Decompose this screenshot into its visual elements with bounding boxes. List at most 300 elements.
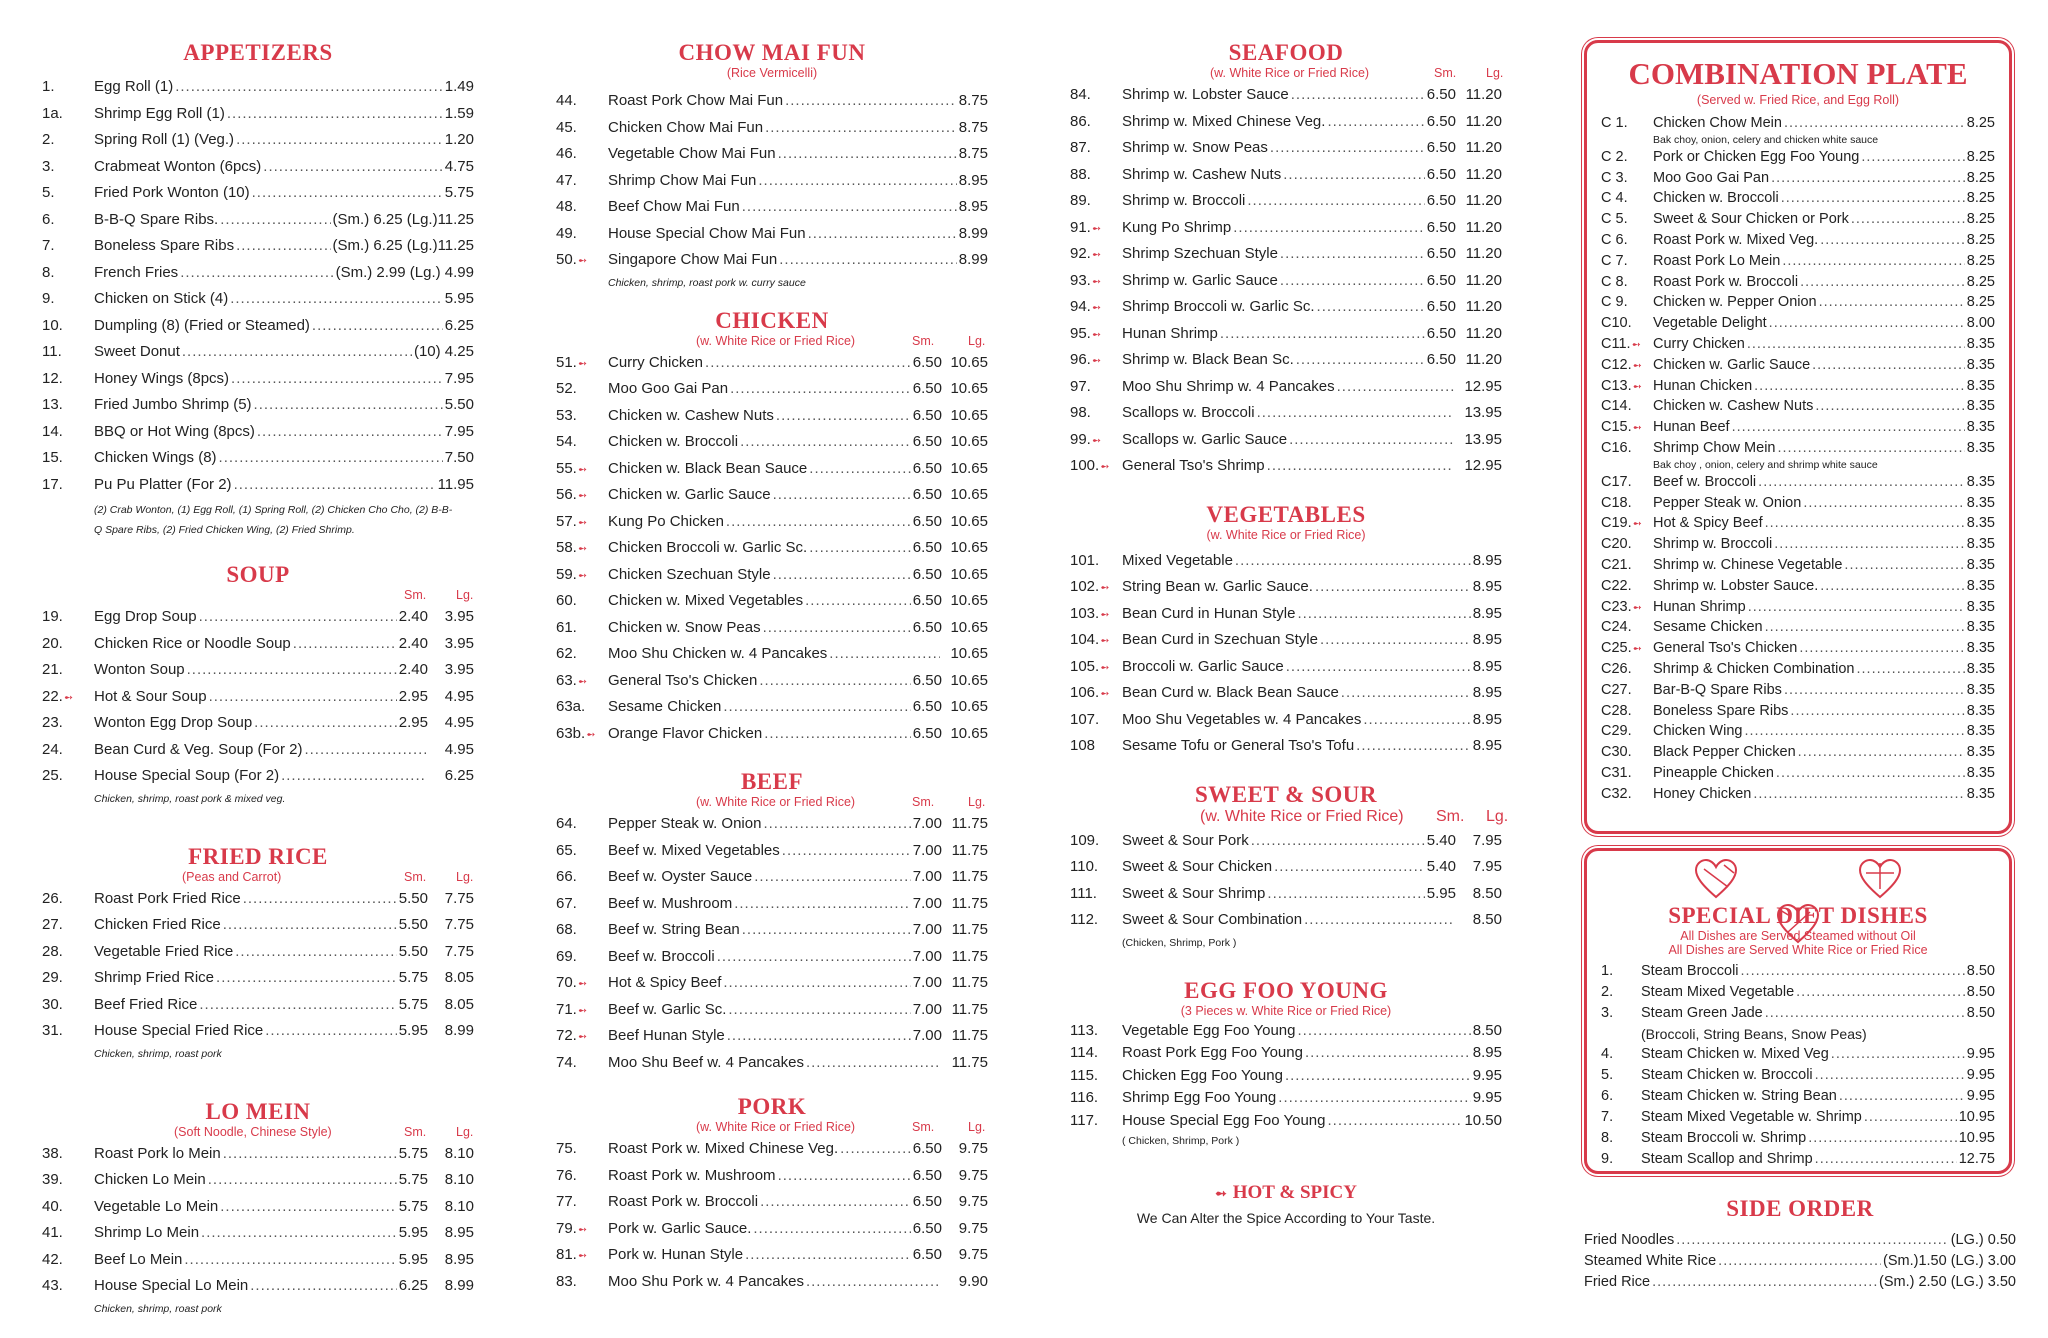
pepper-icon: ➻ bbox=[1632, 422, 1642, 435]
menu-item bbox=[556, 456, 988, 483]
price-large: 12.95 bbox=[1464, 457, 1502, 474]
item-number: 27. bbox=[42, 916, 63, 933]
dot-leader bbox=[208, 1167, 397, 1194]
item-name: Beef w. String Bean bbox=[608, 921, 740, 938]
menu-item bbox=[1070, 654, 1502, 681]
item-name: Moo Shu Chicken w. 4 Pancakes bbox=[608, 645, 828, 662]
item-number-wrap bbox=[556, 562, 608, 590]
price-small: 6.50 bbox=[912, 724, 942, 742]
price-large: 8.50 bbox=[1472, 911, 1502, 928]
vegetables-title: VEGETABLES bbox=[1206, 501, 1366, 527]
pepper-icon: ➻ bbox=[1091, 275, 1102, 288]
item-number: 81. bbox=[556, 1246, 577, 1263]
item-name: Boneless Spare Ribs bbox=[1653, 702, 1789, 719]
price-large: 9.75 bbox=[958, 1166, 988, 1184]
item-number: 109. bbox=[1070, 831, 1100, 849]
soup-title: SOUP bbox=[226, 562, 290, 587]
item-number: 75. bbox=[556, 1140, 577, 1157]
chow-mai-fun-note: Chicken, shrimp, roast pork w. curry sauce bbox=[608, 276, 806, 289]
menu-item bbox=[1070, 1020, 1502, 1043]
diet-item bbox=[1601, 1003, 1995, 1024]
item-number: 48. bbox=[556, 198, 577, 215]
item-name: Chicken on Stick (4) bbox=[94, 290, 229, 307]
item-number-wrap bbox=[556, 970, 608, 998]
column-1 bbox=[42, 40, 474, 1338]
item-number-wrap bbox=[556, 350, 608, 378]
item-number: C21. bbox=[1601, 556, 1632, 573]
price-small: 5.95 bbox=[398, 1250, 428, 1268]
item-price: 8.25 bbox=[1966, 190, 1995, 207]
menu-item bbox=[556, 1216, 988, 1243]
menu-item bbox=[42, 366, 474, 393]
heart-icon bbox=[1694, 859, 1738, 899]
item-note: (Broccoli, String Beans, Snow Peas) bbox=[1641, 1026, 1867, 1042]
dot-leader bbox=[1796, 982, 1965, 1003]
item-number: 62. bbox=[556, 645, 577, 662]
combo-item bbox=[1601, 472, 1995, 493]
price-large: 10.65 bbox=[950, 671, 988, 689]
item-price: 5.75 bbox=[444, 184, 474, 201]
pepper-icon: ➻ bbox=[1091, 355, 1102, 367]
dot-leader bbox=[1851, 209, 1965, 230]
item-number-wrap bbox=[1601, 355, 1653, 377]
special-diet-sub2: All Dishes are Served White Rice or Fried Rice bbox=[1668, 943, 1928, 957]
combo-item bbox=[1601, 272, 1995, 293]
dot-leader bbox=[734, 891, 911, 918]
item-name: Hot & Spicy Beef bbox=[608, 974, 722, 991]
special-diet-sub1: All Dishes are Served Steamed without Oil bbox=[1680, 929, 1916, 943]
item-name: Vegetable Fried Rice bbox=[94, 942, 234, 960]
sweet-sour-lg-header: Lg. bbox=[1486, 807, 1509, 825]
lo-mein-note: Chicken, shrimp, roast pork bbox=[94, 1302, 222, 1315]
menu-item bbox=[42, 992, 474, 1019]
dot-leader bbox=[1820, 576, 1965, 597]
price-large: 11.75 bbox=[951, 974, 988, 991]
combo-item bbox=[1601, 638, 1995, 659]
pepper-icon: ➻ bbox=[1632, 601, 1642, 614]
pepper-icon: ➻ bbox=[577, 357, 588, 370]
item-number-wrap bbox=[1070, 574, 1122, 602]
egg-foo-young-note: ( Chicken, Shrimp, Pork ) bbox=[1122, 1135, 1240, 1147]
item-number-wrap bbox=[1070, 427, 1122, 455]
item-number-wrap bbox=[556, 456, 608, 484]
item-number: C27. bbox=[1601, 681, 1632, 698]
item-name: Egg Drop Soup bbox=[94, 608, 197, 625]
item-number-wrap bbox=[1070, 601, 1122, 629]
item-name: Beef w. Oyster Sauce bbox=[608, 868, 753, 885]
dot-leader bbox=[1798, 742, 1965, 763]
menu-item bbox=[1070, 1087, 1502, 1110]
dot-leader bbox=[785, 88, 957, 115]
dot-leader bbox=[1320, 627, 1471, 654]
special-diet-box bbox=[1584, 848, 2012, 1174]
item-price: 8.35 bbox=[1966, 439, 1995, 456]
menu-item bbox=[556, 482, 988, 509]
combo-item bbox=[1601, 113, 1995, 134]
item-number: 29. bbox=[42, 969, 63, 986]
item-name: Sweet Donut bbox=[94, 343, 180, 360]
menu-item bbox=[556, 141, 988, 168]
item-name: Chicken w. Broccoli bbox=[608, 433, 739, 450]
dot-leader bbox=[740, 429, 911, 456]
item-name: Shrimp Chow Mein bbox=[1653, 439, 1776, 456]
dot-leader bbox=[1781, 188, 1965, 209]
pepper-icon: ➻ bbox=[577, 675, 588, 688]
menu-item bbox=[42, 1018, 474, 1045]
item-number: 92. bbox=[1070, 245, 1091, 262]
menu-item bbox=[556, 864, 988, 891]
item-number: 69. bbox=[556, 947, 577, 965]
item-number: 106. bbox=[1070, 684, 1100, 701]
price-small: 6.50 bbox=[912, 406, 942, 424]
dot-leader bbox=[1808, 1128, 1957, 1149]
item-number: C 5. bbox=[1601, 211, 1628, 228]
item-price: 6.25 bbox=[444, 316, 474, 334]
pepper-icon: ➻ bbox=[1632, 359, 1642, 372]
dot-leader bbox=[745, 1242, 911, 1269]
dot-leader bbox=[312, 313, 443, 340]
item-number: 59. bbox=[556, 565, 577, 583]
item-name: Hunan Beef bbox=[1653, 419, 1730, 436]
item-price: 8.35 bbox=[1966, 577, 1995, 594]
dot-leader bbox=[1317, 294, 1425, 321]
item-number: 44. bbox=[556, 92, 577, 109]
menu-item bbox=[1070, 601, 1502, 628]
item-price: (Sm.) 6.25 (Lg.)11.25 bbox=[332, 210, 474, 228]
dot-leader bbox=[182, 339, 412, 366]
item-number-wrap bbox=[1601, 334, 1653, 356]
pepper-icon: ➻ bbox=[1091, 434, 1102, 447]
price-small: 6.50 bbox=[1426, 112, 1456, 130]
price-large: 3.95 bbox=[444, 608, 474, 625]
dot-leader bbox=[1298, 1020, 1471, 1043]
menu-item bbox=[556, 194, 988, 221]
item-number: C 7. bbox=[1601, 252, 1628, 269]
combination-subtitle: (Served w. Fried Rice, and Egg Roll) bbox=[1696, 93, 1900, 107]
item-name: House Special Chow Mai Fun bbox=[608, 224, 806, 242]
dot-leader bbox=[254, 392, 443, 419]
egg-foo-young-subtitle: (3 Pieces w. White Rice or Fried Rice) bbox=[1180, 1003, 1392, 1018]
item-price: 8.35 bbox=[1966, 598, 1995, 615]
menu-item bbox=[1070, 109, 1502, 136]
item-number: 110. bbox=[1070, 858, 1099, 875]
menu-item bbox=[1070, 268, 1502, 295]
dot-leader bbox=[726, 509, 911, 536]
pepper-icon: ➻ bbox=[577, 1223, 588, 1236]
combo-item bbox=[1601, 313, 1995, 334]
item-number: C 4. bbox=[1601, 190, 1628, 207]
price-large: 11.20 bbox=[1465, 245, 1502, 262]
column-3 bbox=[1070, 40, 1509, 1248]
price-small: 5.50 bbox=[398, 889, 428, 907]
item-name: Kung Po Chicken bbox=[608, 512, 724, 530]
menu-item bbox=[556, 997, 988, 1024]
price-large: 12.95 bbox=[1464, 377, 1502, 395]
menu-item bbox=[1070, 135, 1502, 162]
price-small: 6.50 bbox=[1426, 218, 1456, 236]
item-name: Chicken w. Mixed Vegetables bbox=[608, 592, 804, 609]
item-number: C26. bbox=[1601, 660, 1632, 677]
price-large: 10.65 bbox=[950, 592, 988, 609]
combo-item bbox=[1601, 251, 1995, 272]
menu-item bbox=[42, 965, 474, 992]
item-name: Roast Pork Fried Rice bbox=[94, 889, 241, 907]
item-name: Scallops w. Broccoli bbox=[1122, 404, 1255, 421]
combination-plate-box bbox=[1584, 40, 2012, 834]
dot-leader bbox=[1778, 438, 1965, 459]
item-name: B-B-Q Spare Ribs. bbox=[94, 210, 219, 228]
item-name: Chicken Broccoli w. Garlic Sc. bbox=[608, 539, 808, 556]
dot-leader bbox=[216, 965, 397, 992]
lo-mein-subtitle: (Soft Noodle, Chinese Style) bbox=[174, 1124, 332, 1139]
lo-mein-lg-header: Lg. bbox=[456, 1124, 474, 1139]
item-name: Steam Broccoli bbox=[1641, 963, 1739, 979]
price-large: 8.99 bbox=[444, 1277, 474, 1294]
combo-item bbox=[1601, 355, 1995, 376]
price-small: 6.50 bbox=[1426, 139, 1456, 156]
dot-leader bbox=[1765, 617, 1965, 638]
item-name: Chicken w. Snow Peas bbox=[608, 618, 761, 636]
item-name: Sesame Chicken bbox=[608, 698, 722, 715]
item-price: 8.95 bbox=[1472, 578, 1502, 595]
dot-leader bbox=[1305, 1042, 1471, 1065]
price-large: 11.75 bbox=[951, 1000, 988, 1018]
dot-leader bbox=[809, 456, 911, 483]
dot-leader bbox=[187, 657, 397, 684]
section-chicken bbox=[556, 308, 988, 748]
dot-leader bbox=[1233, 215, 1425, 242]
item-number: 72. bbox=[556, 1027, 577, 1044]
dot-leader bbox=[1327, 109, 1424, 136]
item-name: Beef Chow Mai Fun bbox=[608, 198, 740, 215]
price-large: 11.20 bbox=[1465, 298, 1502, 315]
combo-item bbox=[1601, 763, 1995, 784]
combo-item bbox=[1601, 534, 1995, 555]
dot-leader bbox=[1341, 680, 1471, 707]
item-name: Pu Pu Platter (For 2) bbox=[94, 475, 232, 493]
item-number: 63a. bbox=[556, 698, 586, 715]
item-name: Steam Mixed Vegetable w. Shrimp bbox=[1641, 1109, 1862, 1125]
item-price: (Sm.) 6.25 (Lg.)11.25 bbox=[332, 237, 474, 254]
item-price: 9.95 bbox=[1966, 1088, 1995, 1104]
sweet-sour-note: (Chicken, Shrimp, Pork ) bbox=[1122, 936, 1237, 949]
item-number: C16. bbox=[1601, 439, 1632, 456]
item-price: 8.35 bbox=[1966, 377, 1995, 394]
item-name: Pork or Chicken Egg Foo Young bbox=[1653, 148, 1860, 165]
combo-item bbox=[1601, 659, 1995, 680]
price-large: 11.75 bbox=[951, 894, 988, 912]
price-small: 6.50 bbox=[1426, 165, 1456, 183]
price-large: 8.10 bbox=[444, 1171, 474, 1188]
price-large: 11.20 bbox=[1465, 218, 1502, 236]
pepper-icon: ➻ bbox=[1632, 380, 1642, 393]
item-number-wrap bbox=[556, 509, 608, 537]
item-name: Curry Chicken bbox=[1653, 335, 1745, 352]
menu-item bbox=[556, 562, 988, 589]
price-large: 10.65 bbox=[950, 565, 988, 583]
item-number-wrap bbox=[1070, 347, 1122, 375]
item-name: Sesame Chicken bbox=[1653, 619, 1763, 636]
price-large: 11.20 bbox=[1465, 271, 1502, 289]
dot-leader bbox=[223, 1141, 397, 1168]
menu-item bbox=[556, 1023, 988, 1050]
item-name: Shrimp Lo Mein bbox=[94, 1224, 200, 1241]
item-name: Pork w. Garlic Sauce. bbox=[608, 1219, 752, 1237]
item-name: Shrimp Egg Roll (1) bbox=[94, 104, 225, 122]
item-price: (Sm.) 2.50 (LG.) 3.50 bbox=[1879, 1274, 2016, 1290]
item-number: 97. bbox=[1070, 377, 1091, 395]
dot-leader bbox=[1815, 1065, 1965, 1086]
item-price: 8.25 bbox=[1966, 115, 1995, 131]
dot-leader bbox=[1754, 376, 1965, 397]
menu-item bbox=[556, 641, 988, 668]
item-note: Bak choy, onion, celery and chicken white sauce bbox=[1653, 133, 1879, 146]
item-number: 111. bbox=[1070, 884, 1097, 902]
price-small: 6.50 bbox=[912, 486, 942, 503]
dot-leader bbox=[773, 562, 911, 589]
menu-item bbox=[1070, 854, 1502, 881]
item-price: 8.25 bbox=[1966, 252, 1995, 269]
chicken-subtitle: (w. White Rice or Fried Rice) bbox=[696, 333, 856, 348]
dot-leader bbox=[730, 376, 911, 403]
menu-item bbox=[42, 180, 474, 207]
item-price: 8.35 bbox=[1966, 419, 1995, 436]
item-name: Hunan Shrimp bbox=[1122, 324, 1218, 342]
price-small: 6.50 bbox=[912, 592, 942, 609]
section-pork bbox=[556, 1094, 988, 1295]
item-number: C14. bbox=[1601, 398, 1632, 415]
combo-item bbox=[1601, 555, 1995, 576]
item-name: Moo Shu Shrimp w. 4 Pancakes bbox=[1122, 377, 1335, 395]
item-number: 67. bbox=[556, 894, 577, 912]
price-large: 8.05 bbox=[444, 995, 474, 1013]
dot-leader bbox=[809, 535, 911, 562]
price-small: 5.75 bbox=[398, 1197, 428, 1215]
menu-item bbox=[1070, 733, 1502, 760]
item-name: Beef w. Broccoli bbox=[1653, 473, 1757, 490]
item-name: Steam Chicken w. String Bean bbox=[1641, 1088, 1837, 1104]
price-small: 6.50 bbox=[1426, 245, 1456, 262]
egg-foo-young-title: EGG FOO YOUNG bbox=[1184, 977, 1388, 1003]
price-small: 6.25 bbox=[398, 1277, 428, 1294]
item-number: 70. bbox=[556, 974, 577, 991]
combo-item bbox=[1601, 334, 1995, 355]
item-price: 7.95 bbox=[444, 369, 474, 387]
diet-item bbox=[1601, 1149, 1995, 1170]
dot-leader bbox=[1803, 493, 1964, 514]
dot-leader bbox=[1220, 321, 1425, 348]
menu-item bbox=[556, 694, 988, 721]
price-small: 6.50 bbox=[912, 353, 942, 371]
menu-item bbox=[42, 74, 474, 101]
menu-item bbox=[1070, 627, 1502, 654]
item-name: Beef w. Garlic Sc. bbox=[608, 1000, 727, 1018]
pepper-icon: ➻ bbox=[1632, 643, 1642, 656]
item-price: 8.99 bbox=[958, 224, 988, 242]
section-seafood bbox=[1070, 40, 1502, 480]
item-name: Roast Pork w. Mixed Chinese Veg. bbox=[608, 1140, 839, 1157]
menu-item bbox=[42, 154, 474, 181]
item-price: 8.35 bbox=[1966, 619, 1995, 636]
item-price: 8.25 bbox=[1966, 273, 1995, 290]
menu-item bbox=[42, 207, 474, 234]
dot-leader bbox=[1289, 427, 1454, 454]
menu-item bbox=[556, 1242, 988, 1269]
item-name: Orange Flavor Chicken bbox=[608, 724, 763, 742]
menu-item bbox=[556, 115, 988, 142]
item-price: 8.95 bbox=[1472, 737, 1502, 754]
dot-leader bbox=[231, 366, 443, 393]
item-name: Black Pepper Chicken bbox=[1653, 744, 1796, 761]
item-number: C20. bbox=[1601, 536, 1632, 553]
dot-leader bbox=[1315, 574, 1471, 601]
dot-leader bbox=[234, 472, 436, 499]
item-name: Roast Pork lo Mein bbox=[94, 1144, 221, 1162]
item-number-wrap bbox=[556, 535, 608, 563]
dot-leader bbox=[223, 912, 397, 939]
pepper-icon: ➻ bbox=[577, 490, 588, 502]
item-number-wrap bbox=[1070, 215, 1122, 243]
item-number: C 8. bbox=[1601, 273, 1628, 290]
item-name: Steam Green Jade bbox=[1641, 1005, 1763, 1021]
dot-leader bbox=[293, 631, 397, 658]
dot-leader bbox=[742, 917, 911, 944]
dot-leader bbox=[1285, 1065, 1471, 1088]
pepper-icon: ➻ bbox=[586, 728, 596, 741]
price-small: 5.95 bbox=[398, 1022, 428, 1039]
item-number-wrap bbox=[556, 1242, 608, 1270]
item-number-wrap bbox=[556, 247, 608, 275]
menu-item bbox=[1070, 1042, 1502, 1065]
item-price: 8.00 bbox=[1966, 315, 1995, 332]
menu-item bbox=[556, 917, 988, 944]
menu-item bbox=[1070, 188, 1502, 215]
price-small: 6.50 bbox=[912, 433, 942, 450]
item-price: 8.75 bbox=[958, 92, 988, 109]
dot-leader bbox=[230, 286, 443, 313]
menu-item bbox=[1070, 453, 1502, 480]
item-name: Broccoli w. Garlic Sauce bbox=[1122, 657, 1284, 675]
menu-item bbox=[42, 472, 474, 499]
item-name: Vegetable Lo Mein bbox=[94, 1197, 219, 1215]
item-name: Steam Scallop and Shrimp bbox=[1641, 1151, 1813, 1167]
dot-leader bbox=[1831, 1044, 1965, 1065]
item-name: Sweet & Sour Chicken bbox=[1122, 858, 1273, 875]
item-number: 60. bbox=[556, 592, 577, 609]
pepper-icon: ➻ bbox=[1100, 635, 1110, 647]
item-name: Fried Rice bbox=[1584, 1274, 1651, 1290]
price-large: 11.20 bbox=[1465, 192, 1502, 209]
item-number: 58. bbox=[556, 539, 577, 556]
item-name: Sweet & Sour Combination bbox=[1122, 911, 1303, 928]
item-name: House Special Lo Mein bbox=[94, 1277, 249, 1294]
item-name: Moo Shu Vegetables w. 4 Pancakes bbox=[1122, 710, 1362, 728]
dot-leader bbox=[808, 221, 957, 248]
price-large: 8.95 bbox=[444, 1224, 474, 1241]
item-name: Pineapple Chicken bbox=[1653, 764, 1774, 781]
item-name: Roast Pork Egg Foo Young bbox=[1122, 1044, 1303, 1061]
item-price: 9.95 bbox=[1472, 1089, 1502, 1106]
price-large: 8.05 bbox=[444, 969, 474, 986]
price-small: 7.00 bbox=[912, 841, 942, 859]
item-name: Steam Mixed Vegetable bbox=[1641, 984, 1795, 1000]
dot-leader bbox=[1280, 268, 1425, 295]
dot-leader bbox=[806, 1050, 940, 1077]
price-small: 6.50 bbox=[912, 539, 942, 556]
item-number: 68. bbox=[556, 921, 577, 938]
price-large: 13.95 bbox=[1464, 404, 1502, 421]
item-name: Shrimp w. Broccoli bbox=[1653, 536, 1773, 553]
